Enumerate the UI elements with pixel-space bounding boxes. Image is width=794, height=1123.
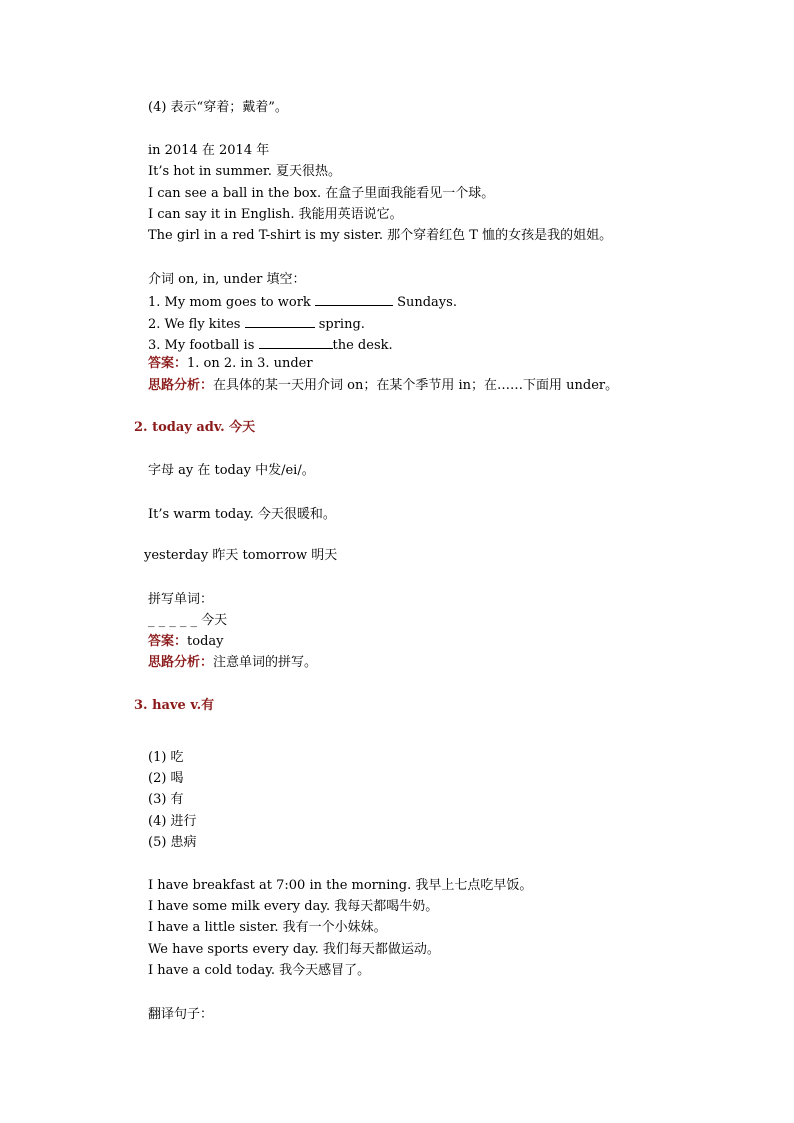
analysis-label: 思路分析：	[148, 655, 214, 670]
meaning-4: (4) 表示“穿着；戴着”。	[148, 100, 288, 115]
answer-line	[148, 356, 313, 372]
answer-label: 答案：	[148, 634, 188, 649]
question-text: 2. We fly kites	[148, 317, 245, 332]
answer-blank	[259, 336, 333, 349]
answer-line	[148, 634, 223, 650]
question-text: 1. My mom goes to work	[148, 295, 315, 310]
related-words: yesterday 昨天 tomorrow 明天	[144, 548, 338, 563]
answer-blank	[245, 315, 315, 328]
answer-label: 答案：	[148, 356, 188, 371]
example-line: It’s warm today. 今天很暖和。	[148, 507, 336, 522]
example-line: I have a cold today. 我今天感冒了。	[148, 963, 371, 978]
meaning-item: (5) 患病	[148, 835, 197, 850]
example-line: in 2014 在 2014 年	[148, 143, 270, 158]
example-line: It’s hot in summer. 夏天很热。	[148, 164, 341, 179]
answer-blank	[315, 293, 393, 306]
exercise-title: 翻译句子：	[148, 1007, 214, 1022]
example-line: We have sports every day. 我们每天都做运动。	[148, 942, 440, 957]
question-text: the desk.	[332, 338, 393, 353]
example-line: I have some milk every day. 我每天都喝牛奶。	[148, 899, 439, 914]
example-line: I can see a ball in the box. 在盒子里面我能看见一个球。	[148, 186, 495, 201]
analysis-text: 注意单词的拼写。	[213, 655, 318, 670]
question-text: spring.	[314, 317, 365, 332]
example-line: I have a little sister. 我有一个小妹妹。	[148, 920, 387, 935]
section-heading-have: 3. have v.有	[134, 698, 215, 713]
question-2	[148, 315, 365, 333]
example-line: I can say it in English. 我能用英语说它。	[148, 207, 403, 222]
answer-text: 1. on 2. in 3. under	[187, 356, 313, 371]
analysis-text: 在具体的某一天用介词 on；在某个季节用 in；在……下面用 under。	[213, 378, 619, 393]
answer-text: today	[187, 634, 224, 649]
spelling-blank: _ _ _ _ _ 今天	[148, 613, 228, 628]
section-heading-today: 2. today adv. 今天	[134, 420, 256, 435]
pronunciation-note: 字母 ay 在 today 中发/ei/。	[148, 463, 315, 478]
meaning-item: (1) 吃	[148, 750, 184, 765]
meaning-item: (3) 有	[148, 792, 184, 807]
meaning-item: (4) 进行	[148, 814, 197, 829]
meaning-item: (2) 喝	[148, 771, 184, 786]
question-text: Sundays.	[392, 295, 457, 310]
example-line: I have breakfast at 7:00 in the morning. 我早上七点吃早饭。	[148, 878, 533, 893]
analysis-line	[148, 655, 317, 671]
example-line: The girl in a red T-shirt is my sister. 那个穿着红色 T 恤的女孩是我的姐姐。	[148, 228, 613, 243]
analysis-label: 思路分析：	[148, 378, 214, 393]
question-1	[148, 293, 457, 311]
question-text: 3. My football is	[148, 338, 259, 353]
analysis-line	[148, 378, 618, 394]
question-3	[148, 336, 393, 354]
exercise-title: 拼写单词：	[148, 592, 214, 607]
exercise-title: 介词 on, in, under 填空：	[148, 272, 306, 287]
